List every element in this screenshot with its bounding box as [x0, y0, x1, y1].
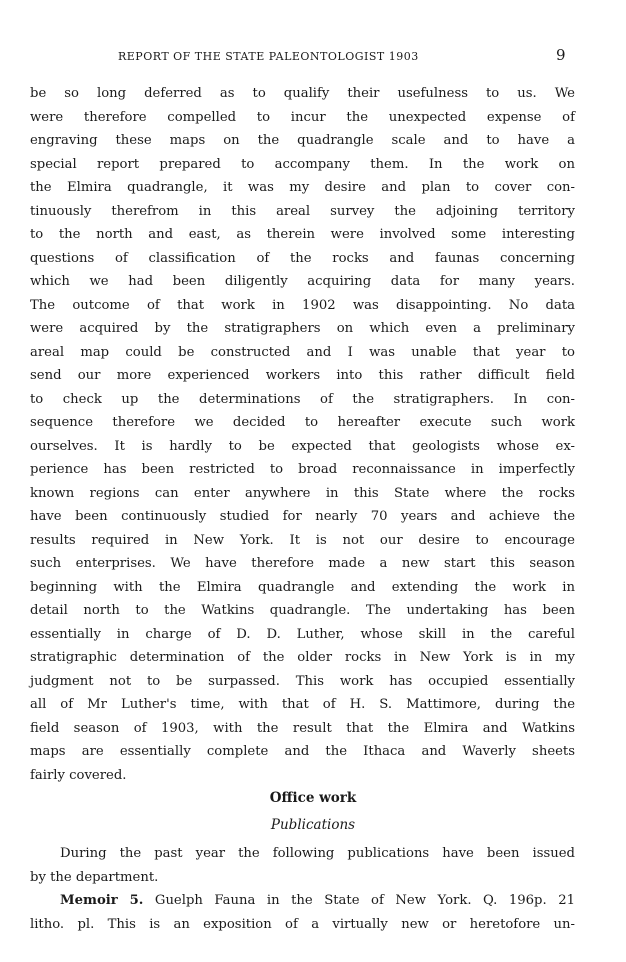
text-line: to the north and east, as therein were involved some interesting	[30, 227, 575, 242]
text-line: special report prepared to accompany them. In the work on	[30, 156, 575, 172]
paragraph-main	[30, 82, 575, 787]
text-line: such enterprises. We have therefore made a new start this season	[30, 556, 575, 571]
memoir-title: Guelph Fauna in the State of New York. Q. 196p. 21	[154, 893, 575, 908]
text-line-memoir	[30, 889, 575, 913]
text-line: field season of 1903, with the result that the Elmira and Watkins	[30, 720, 575, 736]
paragraph-publications	[30, 842, 575, 936]
text-line: stratigraphic determination of the older rocks in New York is in my	[30, 650, 575, 665]
text-line: known regions can enter anywhere in this State where the rocks	[30, 485, 575, 501]
section-subheading: Publications	[270, 817, 356, 833]
text-line: ourselves. It is hardly to be expected that geologists whose ex-	[30, 438, 575, 454]
page-number: 9	[556, 46, 566, 64]
text-line: judgment not to be surpassed. This work has occupied essentially	[30, 673, 575, 689]
text-line: litho. pl. This is an exposition of a virtually new or heretofore un-	[30, 916, 575, 932]
text-line: During the past year the following publications have been issued	[60, 846, 575, 861]
text-line: essentially in charge of D. D. Luther, whose skill in the careful	[30, 626, 575, 642]
text-line: all of Mr Luther's time, with that of H. S. Mattimore, during the	[30, 697, 575, 712]
text-line: by the department.	[30, 869, 159, 885]
text-line: the Elmira quadrangle, it was my desire and plan to cover con-	[30, 180, 575, 195]
text-line: beginning with the Elmira quadrangle and extending the work in	[30, 579, 575, 595]
text-line: be so long deferred as to qualify their usefulness to us. We	[30, 86, 575, 101]
text-line: areal map could be constructed and I was unable that year to	[30, 344, 575, 360]
text-line: were acquired by the stratigraphers on which even a preliminary	[30, 321, 575, 336]
text-line: send our more experienced workers into this rather difficult field	[30, 368, 575, 383]
running-title: REPORT OF THE STATE PALEONTOLOGIST 1903	[118, 50, 419, 63]
text-line: to check up the determinations of the stratigraphers. In con-	[30, 391, 575, 407]
text-line: questions of classification of the rocks and faunas concerning	[30, 250, 575, 266]
text-line: engraving these maps on the quadrangle scale and to have a	[30, 133, 575, 148]
text-line: perience has been restricted to broad reconnaissance in imperfectly	[30, 462, 575, 477]
text-line: results required in New York. It is not our desire to encourage	[30, 532, 575, 548]
text-line: were therefore compelled to incur the unexpected expense of	[30, 109, 575, 125]
text-line: fairly covered.	[30, 767, 127, 783]
text-line: sequence therefore we decided to hereafter execute such work	[30, 415, 575, 430]
text-line: detail north to the Watkins quadrangle. The undertaking has been	[30, 603, 575, 618]
text-line: tinuously therefrom in this areal survey the adjoining territory	[30, 203, 575, 219]
text-line: which we had been diligently acquiring data for many years.	[30, 274, 575, 289]
text-line: maps are essentially complete and the Ithaca and Waverly sheets	[30, 744, 575, 759]
memoir-label: Memoir 5.	[60, 893, 144, 908]
text-line: The outcome of that work in 1902 was disappointing. No data	[30, 297, 575, 313]
text-line: have been continuously studied for nearly 70 years and achieve the	[30, 509, 575, 524]
section-heading: Office work	[269, 790, 357, 806]
